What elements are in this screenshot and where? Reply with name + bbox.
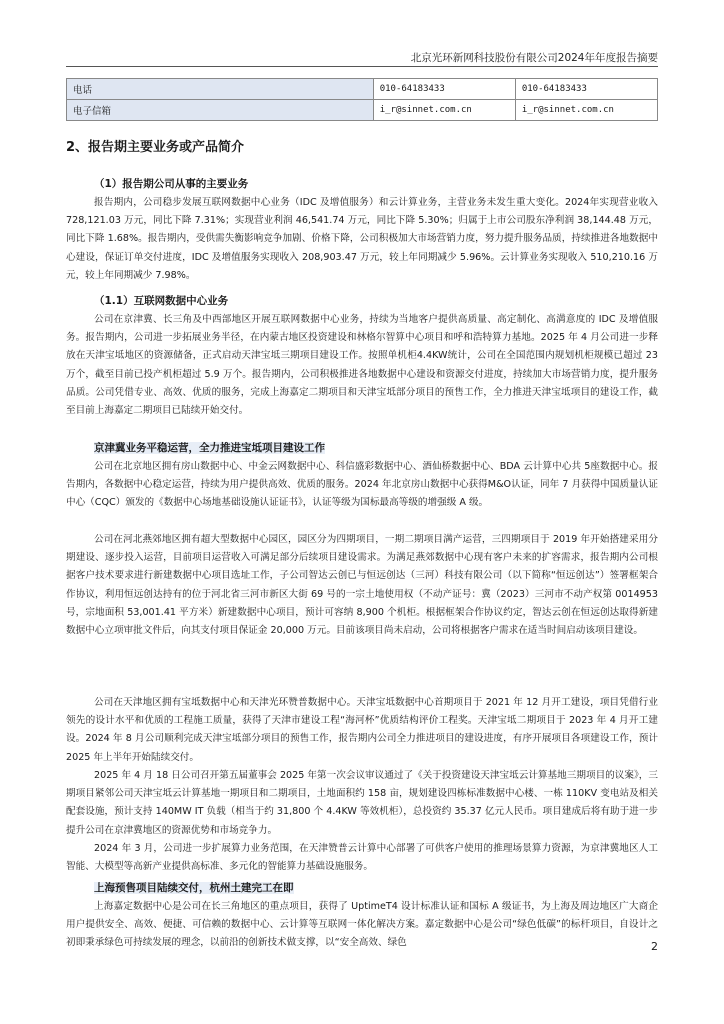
heading-text: 上海预售项目陆续交付，杭州土建完工在即 (94, 882, 294, 894)
paragraph-tianjin: 公司在天津地区拥有宝坻数据中心和天津光环赞普数据中心。天津宝坻数据中心首期项目于 2021 年 12 月开工建设，项目凭借行业领先的设计水平和优质的工程施工质量，获得了天津市建设工程“海河杯”优质结构评价工程奖。天津宝坻二期项目于 2023 年 4 月开工建设。2024 年 8 月公司顺利完成天津宝坻部分项目的预售工作，报告期内公司全力推进项目的建设进度，有序开展项目各项建设工作，预计 2025 年上半年开始陆续交付。 (66, 697, 658, 763)
email-value-secretary: i_r@sinnet.com.cn (373, 100, 515, 121)
paragraph-shanghai-jiading: 上海嘉定数据中心是公司在长三角地区的重点项目，获得了 UptimeT4 设计标准认证和国标 A 级证书，为上海及周边地区广大商企用户提供安全、高效、便捷、可信赖的数据中心、云计算等互联网一体化解决方案。嘉定数据中心是公司“绿色低碳”的标杆项目，自设计之初即秉承绿色可持续发展的理念，以前沿的创新技术做支撑，以“安全高效、绿色 (66, 901, 658, 949)
paragraph-zanpu-ai: 2024 年 3 月，公司进一步扩展算力业务范围，在天津赞普云计算中心部署了可供客户使用的推理场景算力资源，为京津冀地区人工智能、大模型等高新产业提供高标准、多元化的智能算力基础设施服务。 (66, 843, 658, 873)
paragraph-beijing-datacenters: 公司在北京地区拥有房山数据中心、中金云网数据中心、科信盛彩数据中心、酒仙桥数据中心、BDA 云计算中心共 5座数据中心。报告期内，各数据中心稳定运营，持续为用户提供高效、优质的服务。2024 年北京房山数据中心获得M&O认证，同年 7 月获得中国质量认证中心（CQC）颁发的《数据中心场地基础设施认证证书》，认证等级为国标最高等级的增强级 A 级。 (66, 461, 658, 509)
table-row (67, 79, 658, 100)
paragraph-baodi-phase3: 2025 年 4 月 18 日公司召开第五届董事会 2025 年第一次会议审议通过了《关于投资建设天津宝坻云计算基地三期项目的议案》，三期项目紧邻公司天津宝坻云计算基地一期项目和二期项目，土地面积约 158 亩，规划建设四栋标准数据中心楼、一栋 110KV 变电站及相关配套设施，预计支持 140MW IT 负载（相当于约 31,800 个 4.4KW 等效机柜），总投资约 35.37 亿元人民币。项目建成后将有助于进一步提升公司在京津冀地区的资源优势和市场竞争力。 (66, 770, 658, 836)
email-label: 电子信箱 (67, 100, 374, 121)
subsection-title-main-business: （1）报告期公司从事的主要业务 (94, 178, 249, 190)
paragraph-yanjiao: 公司在河北燕郊地区拥有超大型数据中心园区，园区分为四期项目，一期二期项目满产运营，三四期项目于 2019 年开始搭建采用分期建设、逐步投入运营，目前项目运营收入可满足部分后续项目建设需求。为满足燕郊数据中心现有客户未来的扩容需求，报告期内公司根据客户技术要求进行新建数据中心项目选址工作，子公司智达云创已与恒远创达（三河）科技有限公司（以下简称“恒远创达”）签署框架合作协议，利用恒远创达持有的位于河北省三河市新区大街 69 号的一宗土地使用权（不动产证号：冀（2023）三河市不动产权第 0014953 号，宗地面积 53,001.41 平方米）新建数据中心项目，预计可容纳 8,900 个机柜。根据框架合作协议约定，智达云创在恒远创达取得新建数据中心立项审批文件后，向其支付项目保证金 20,000 万元。目前该项目尚未启动，公司将根据客户需求在适当时间启动该项目建设。 (66, 534, 658, 637)
subsection-title-idc: （1.1）互联网数据中心业务 (94, 295, 229, 307)
phone-value-representative: 010-64183433 (515, 79, 657, 100)
heading-text: 京津冀业务平稳运营，全力推进宝坻项目建设工作 (94, 442, 325, 454)
header-divider (66, 66, 658, 67)
contact-table (66, 78, 658, 121)
running-header: 北京光环新网科技股份有限公司2024年年度报告摘要 (410, 52, 658, 64)
table-row (67, 100, 658, 121)
heading-shanghai-hangzhou (94, 880, 294, 895)
heading-beijing-tianjin-hebei (94, 440, 325, 455)
page-number: 2 (651, 940, 658, 953)
phone-label: 电话 (67, 79, 374, 100)
paragraph-main-business: 报告期内，公司稳步发展互联网数据中心业务（IDC 及增值服务）和云计算业务，主营业务未发生重大变化。2024年实现营业收入 728,121.03 万元，同比下降 7.31%；实现营业利润 46,541.74 万元，同比下降 5.30%；归属于上市公司股东净利润 38,144.48 万元，同比下降 1.68%。报告期内，受供需失衡影响竞争加剧、价格下降，公司积极加大市场营销力度，努力提升服务品质，持续推进各地数据中心建设，保证订单交付进度，IDC 及增值服务实现收入 208,903.47 万元，较上年同期减少 5.96%。云计算业务实现收入 510,210.16 万元，较上年同期减少 7.98%。 (66, 197, 658, 281)
email-value-representative: i_r@sinnet.com.cn (515, 100, 657, 121)
paragraph-idc: 公司在京津冀、长三角及中西部地区开展互联网数据中心业务，持续为当地客户提供高质量、高定制化、高満意度的 IDC 及增值服务。报告期内，公司进一步拓展业务半径，在内蒙古地区投资建设和林格尔智算中心项目和呼和浩特算力基地。2025 年 4 月公司进一步释放在天津宝坻地区的资源储备，正式启动天津宝坻三期项目建设工作。按照单机柜4.4KW统计，公司在全国范围内规划机柜规模已超过 23 万个，截至目前已投产机柜超过 5.9 万个。报告期内，公司积极推进各地数据中心建设和资源交付进度，持续加大市场营销力度，提升服务品质。公司凭借专业、高效、优质的服务，完成上海嘉定二期项目和天津宝坻部分项目的预售工作，全力推进天津宝坻项目的建设工作，截至目前上海嘉定二期项目已陆续开始交付。 (66, 314, 658, 417)
section-title: 2、报告期主要业务或产品简介 (66, 140, 245, 155)
phone-value-secretary: 010-64183433 (373, 79, 515, 100)
